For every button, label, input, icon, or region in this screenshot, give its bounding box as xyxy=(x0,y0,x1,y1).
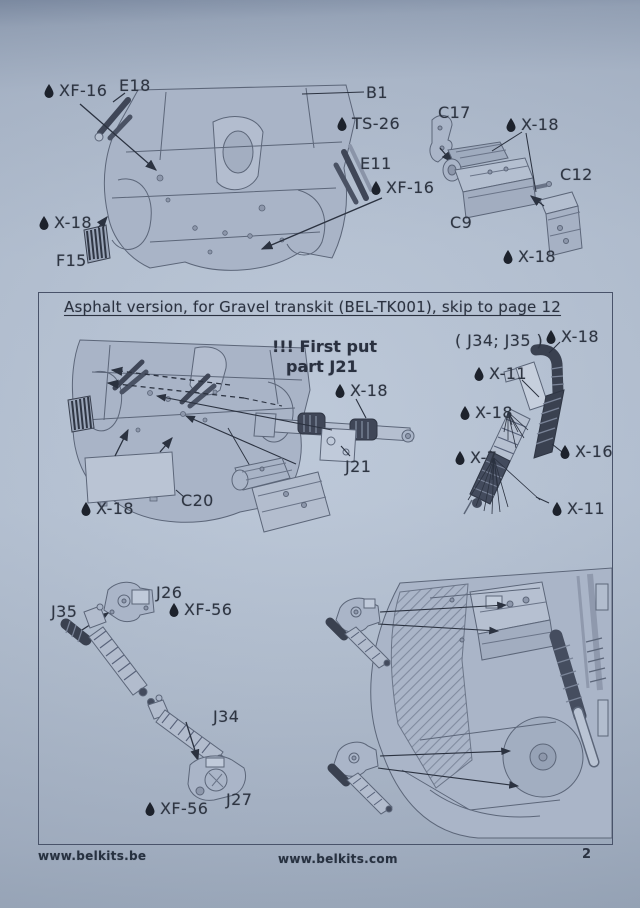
label-text: C17 xyxy=(438,103,471,122)
paint-label-xf56-j26 xyxy=(169,600,232,619)
part-label-f15 xyxy=(56,251,87,270)
label-text: F15 xyxy=(56,251,87,270)
part-label-e18 xyxy=(119,76,151,95)
gearbox-c9-c17-c12 xyxy=(430,115,582,256)
footer-url-be: www.belkits.be xyxy=(38,849,147,863)
paint-drop-icon xyxy=(460,406,470,420)
label-text: B1 xyxy=(366,83,388,102)
paint-drop-icon xyxy=(503,250,513,264)
part-label-j21 xyxy=(345,457,371,476)
paint-label-x11-upper xyxy=(474,364,527,383)
paint-drop-icon xyxy=(44,84,54,98)
label-text: X-11 xyxy=(489,364,527,383)
note-first-put-line2: part J21 xyxy=(286,357,358,376)
label-text: J27 xyxy=(226,790,253,809)
part-label-b1 xyxy=(366,83,388,102)
paint-label-x18-c12 xyxy=(503,247,556,266)
paint-drop-icon xyxy=(335,384,345,398)
footer-url-com: www.belkits.com xyxy=(278,852,398,866)
group-label-j34-j35 xyxy=(455,331,543,350)
part-label-c12 xyxy=(560,165,593,184)
label-text: X-18 xyxy=(475,403,513,422)
paint-drop-icon xyxy=(337,117,347,131)
note-first-put-line1: !!! First put xyxy=(272,337,377,356)
part-label-c20 xyxy=(181,491,214,510)
label-text: ( J34; J35 ) xyxy=(455,331,544,350)
label-text: E11 xyxy=(360,154,392,173)
paint-label-x18-f15 xyxy=(39,213,92,232)
label-text: J34 xyxy=(213,707,240,726)
paint-label-x16 xyxy=(560,442,613,461)
label-text: X-18 xyxy=(521,115,559,134)
paint-label-x18-c17 xyxy=(506,115,559,134)
part-label-c9 xyxy=(450,213,472,232)
paint-drop-icon xyxy=(455,451,465,465)
label-text: X-11 xyxy=(567,499,605,518)
paint-drop-icon xyxy=(546,330,556,344)
paint-drop-icon xyxy=(371,181,381,195)
part-label-e11 xyxy=(360,154,392,173)
page-number: 2 xyxy=(582,847,592,862)
label-text: XF-16 xyxy=(386,178,435,197)
paint-drop-icon xyxy=(474,367,484,381)
paint-drop-icon xyxy=(506,118,516,132)
label-text: C20 xyxy=(181,491,214,510)
paint-label-x7 xyxy=(455,448,497,467)
label-text: X-18 xyxy=(561,327,599,346)
part-label-j34 xyxy=(213,707,239,726)
label-text: E18 xyxy=(119,76,151,95)
label-text: X-18 xyxy=(350,381,388,400)
paint-label-ts26 xyxy=(337,114,400,133)
label-text: X-7 xyxy=(470,448,498,467)
label-text: TS-26 xyxy=(352,114,401,133)
paint-drop-icon xyxy=(39,216,49,230)
label-text: J26 xyxy=(156,583,183,602)
section-header: Asphalt version, for Gravel transkit (BEL-TK001), skip to page 12 xyxy=(64,298,561,316)
paint-drop-icon xyxy=(81,502,91,516)
label-text: XF-16 xyxy=(59,81,108,100)
paint-label-x11-lower xyxy=(552,499,605,518)
paint-drop-icon xyxy=(169,603,179,617)
label-text: XF-56 xyxy=(184,600,233,619)
paint-label-x18-c20 xyxy=(81,499,134,518)
chassis-b1-diagram xyxy=(104,85,355,270)
label-text: X-16 xyxy=(575,442,613,461)
paint-label-xf16-right xyxy=(371,178,434,197)
paint-label-x18-shock-mid xyxy=(460,403,513,422)
label-text: J21 xyxy=(345,457,372,476)
label-text: J35 xyxy=(51,602,78,621)
paint-label-xf16-left xyxy=(44,81,107,100)
label-text: C9 xyxy=(450,213,473,232)
label-text: X-18 xyxy=(54,213,92,232)
part-label-j27 xyxy=(226,790,252,809)
part-label-c17 xyxy=(438,103,471,122)
part-label-j35 xyxy=(51,602,77,621)
paint-drop-icon xyxy=(560,445,570,459)
label-text: XF-56 xyxy=(160,799,209,818)
label-text: X-18 xyxy=(518,247,556,266)
paint-label-x18-j21 xyxy=(335,381,388,400)
paint-drop-icon xyxy=(145,802,155,816)
label-text: X-18 xyxy=(96,499,134,518)
paint-label-xf56-j27 xyxy=(145,799,208,818)
paint-drop-icon xyxy=(552,502,562,516)
paint-label-x18-shock-top xyxy=(546,327,599,346)
label-text: C12 xyxy=(560,165,593,184)
